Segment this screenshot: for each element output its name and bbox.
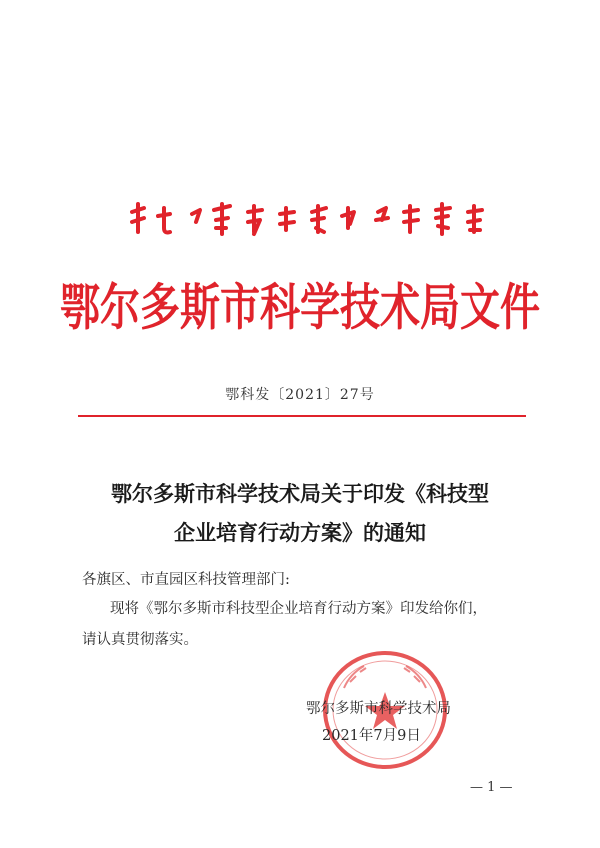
issuing-organization-title: 鄂尔多斯市科学技术局文件: [60, 279, 540, 337]
body-paragraph-line-1: 现将《鄂尔多斯市科技型企业培育行动方案》印发给你们，: [110, 601, 487, 617]
mongolian-script-graphic: [130, 198, 490, 242]
page-number: — 1 —: [470, 780, 513, 795]
header-red-divider: [78, 415, 526, 417]
document-number: 鄂科发〔2021〕27号: [225, 387, 375, 403]
signing-date: 2021年7月9日: [322, 728, 421, 744]
signing-organization: 鄂尔多斯市科学技术局: [306, 701, 451, 717]
body-paragraph-line-2: 请认真贯彻落实。: [82, 632, 198, 648]
notice-title: [0, 474, 600, 552]
notice-title-line-2: 企业培育行动方案》的通知: [174, 520, 426, 545]
mongolian-script-header: [130, 198, 490, 242]
addressee: 各旗区、市直园区科技管理部门:: [82, 572, 290, 588]
notice-title-line-1: 鄂尔多斯市科学技术局关于印发《科技型: [111, 481, 489, 506]
